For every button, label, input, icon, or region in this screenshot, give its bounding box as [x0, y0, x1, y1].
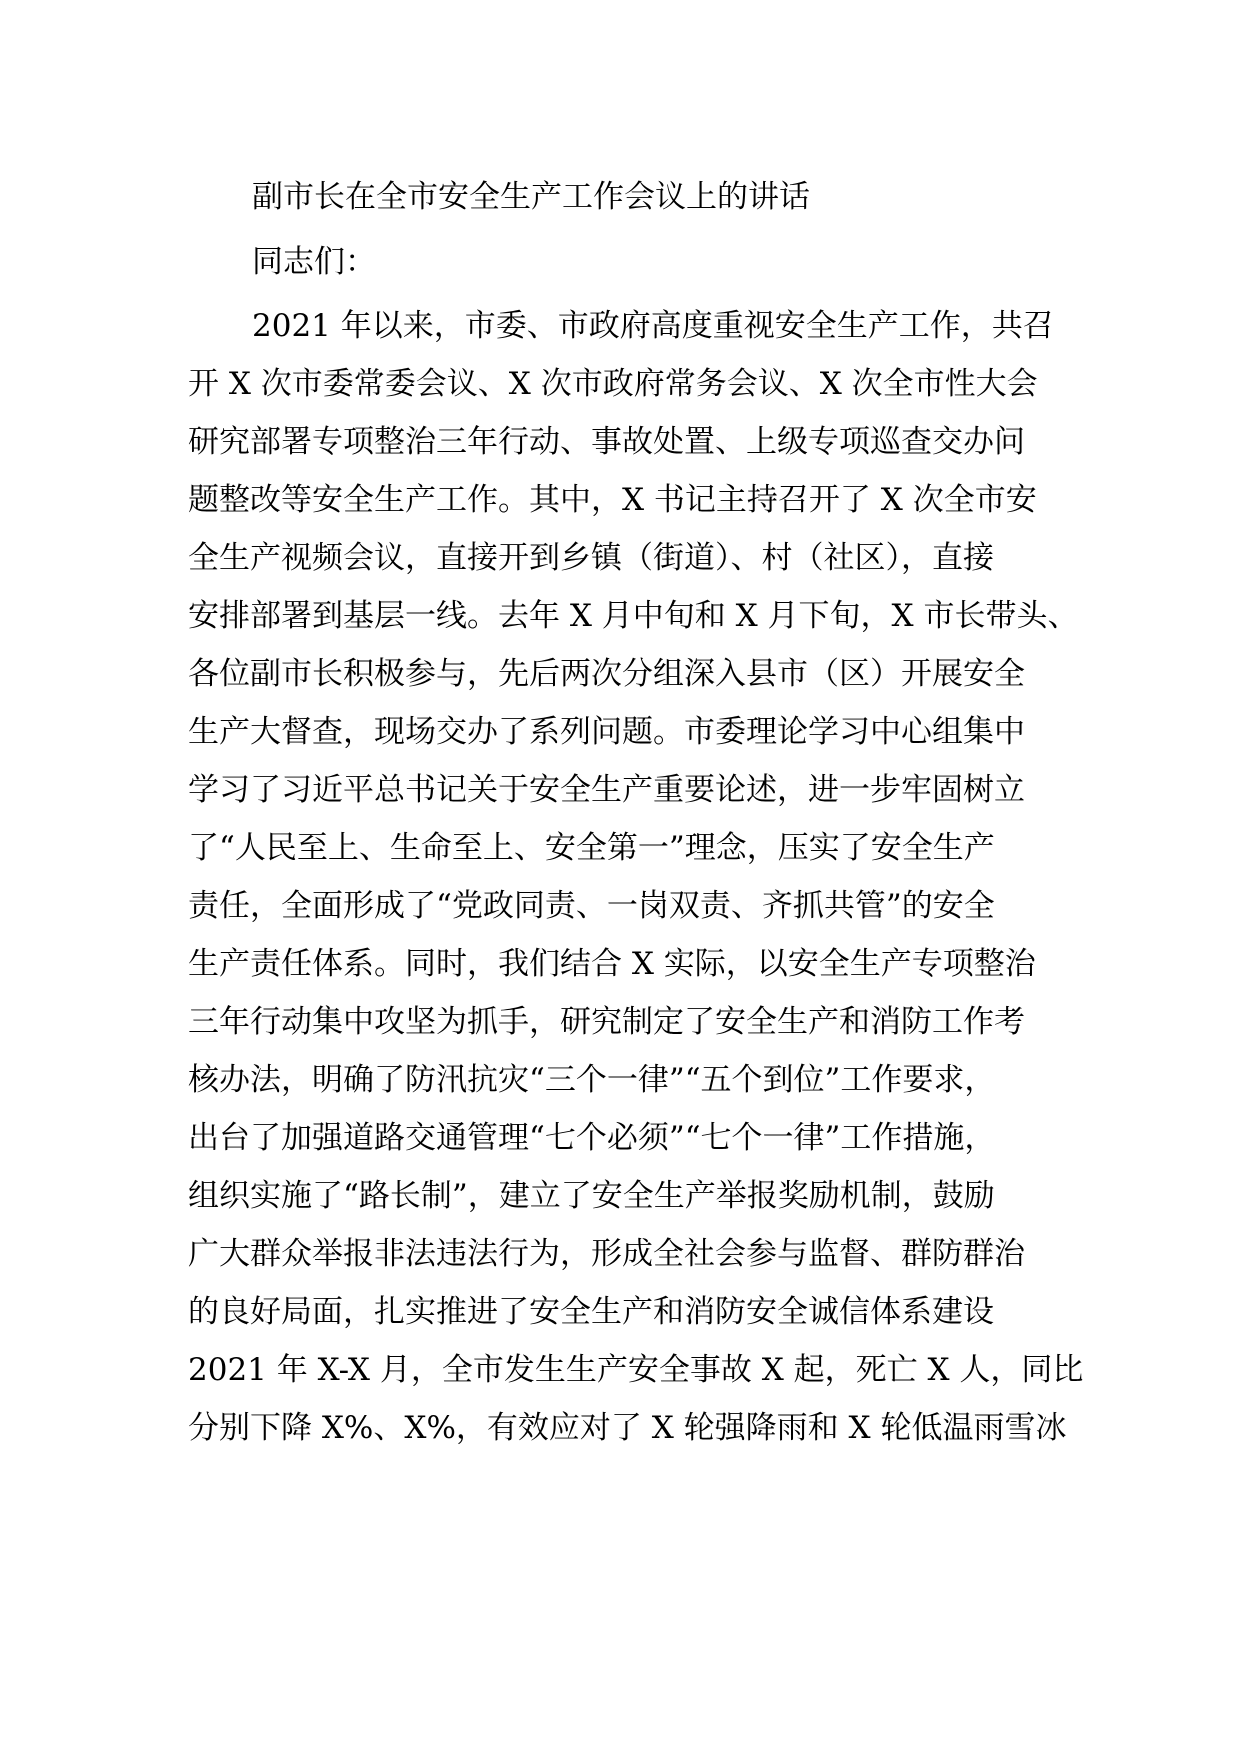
body-line: 安排部署到基层一线。去年 X 月中旬和 X 月下旬，X 市长带头、	[188, 598, 1079, 634]
body-line: 的良好局面，扎实推进了安全生产和消防安全诚信体系建设	[188, 1294, 994, 1330]
body-line: 全生产视频会议，直接开到乡镇（街道）、村（社区），直接	[188, 540, 994, 576]
body-line: 分别下降 X%、X%，有效应对了 X 轮强降雨和 X 轮低温雨雪冰	[188, 1410, 1067, 1446]
body-line: 生产责任体系。同时，我们结合 X 实际，以安全生产专项整治	[188, 946, 1036, 982]
document-title: 副市长在全市安全生产工作会议上的讲话	[252, 179, 810, 215]
salutation: 同志们：	[252, 244, 376, 280]
body-line: 各位副市长积极参与，先后两次分组深入县市（区）开展安全	[188, 656, 1025, 692]
body-line: 责任，全面形成了“党政同责、一岗双责、齐抓共管”的安全	[188, 888, 995, 924]
body-line: 组织实施了“路长制”，建立了安全生产举报奖励机制，鼓励	[188, 1178, 995, 1214]
body-line: 开 X 次市委常委会议、X 次市政府常务会议、X 次全市性大会	[188, 366, 1038, 402]
body-line: 题整改等安全生产工作。其中，X 书记主持召开了 X 次全市安	[188, 482, 1037, 518]
body-line: 出台了加强道路交通管理“七个必须”“七个一律”工作措施，	[188, 1120, 996, 1156]
body-line: 研究部署专项整治三年行动、事故处置、上级专项巡查交办问	[188, 424, 1025, 460]
body-line: 2021 年以来，市委、市政府高度重视安全生产工作，共召	[252, 308, 1054, 344]
body-line: 学习了习近平总书记关于安全生产重要论述，进一步牢固树立	[188, 772, 1025, 808]
body-line: 了“人民至上、生命至上、安全第一”理念，压实了安全生产	[188, 830, 995, 866]
body-line: 2021 年 X-X 月，全市发生生产安全事故 X 起，死亡 X 人，同比	[188, 1352, 1084, 1388]
body-line: 三年行动集中攻坚为抓手，研究制定了安全生产和消防工作考	[188, 1004, 1025, 1040]
body-line: 广大群众举报非法违法行为，形成全社会参与监督、群防群治	[188, 1236, 1025, 1272]
body-line: 生产大督查，现场交办了系列问题。市委理论学习中心组集中	[188, 714, 1025, 750]
body-line: 核办法，明确了防汛抗灾“三个一律”“五个到位”工作要求，	[188, 1062, 996, 1098]
